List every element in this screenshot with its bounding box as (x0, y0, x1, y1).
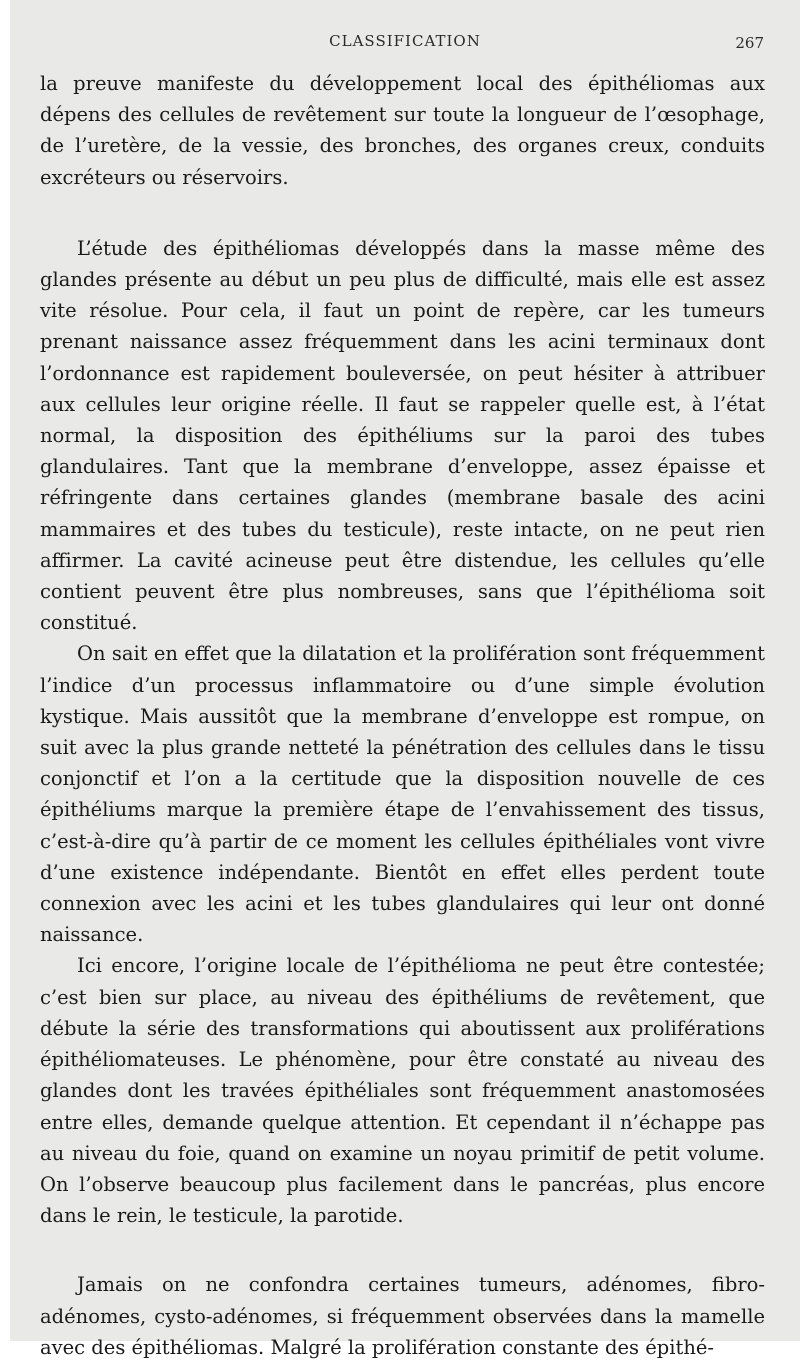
book-page (10, 0, 800, 1359)
page-number: 267 (735, 34, 764, 52)
running-title: CLASSIFICATION (329, 32, 481, 50)
paragraph: Jamais on ne confondra certaines tumeurs, adénomes, fibro-adénomes, cysto-adénomes, si fréquemment observées dans la mamelle avec des épithéliomas. Malgré la prolifération constante des épithé- (40, 1273, 765, 1359)
section-gap (40, 1231, 765, 1269)
paragraph: On sait en effet que la dilatation et la prolifération sont fréquemment l’indice d’un processus inflammatoire ou d’une simple évolution kystique. Mais aussitôt que la membrane d’enveloppe est rompue, on suit avec la plus grande netteté la pénétration des cellules dans le tissu conjonctif et l’on a la certitude que la disposition nouvelle de ces épithéliums marque la première étape de l’envahissement des tissus, c’est-à-dire qu’à partir de ce moment les cellules épithéliales vont vivre d’une existence indépendante. Bientôt en effet elles perdent toute connexion avec les acini et les tubes glandulaires qui leur ont donné naissance. (40, 642, 765, 947)
paragraph: Ici encore, l’origine locale de l’épithélioma ne peut être contestée; c’est bien sur place, au niveau des épithéliums de revêtement, que débute la série des transformations qui aboutissent aux proliférations épithéliomateuses. Le phénomène, pour être constaté au niveau des glandes dont les travées épithéliales sont fréquemment anastomosées entre elles, demande quelque attention. Et cependant il n’échappe pas au niveau du foie, quand on examine un noyau primitif de petit volume. On l’observe beaucoup plus facilement dans le pancréas, plus encore dans le rein, le testicule, la parotide. (40, 954, 765, 1228)
body-text (40, 68, 765, 1363)
paragraph: L’étude des épithéliomas développés dans la masse même des glandes présente au début un peu plus de difficulté, mais elle est assez vite résolue. Pour cela, il faut un point de repère, car les tumeurs prenant naissance assez fréquemment dans les acini terminaux dont l’ordonnance est rapidement bouleversée, on peut hésiter à attribuer aux cellules leur origine réelle. Il faut se rappeler quelle est, à l’état normal, la disposition des épithéliums sur la paroi des tubes glandulaires. Tant que la membrane d’enveloppe, assez épaisse et réfringente dans certaines glandes (membrane basale des acini mammaires et des tubes du testicule), reste intacte, on ne peut rien affirmer. La cavité acineuse peut être distendue, les cellules qu’elle contient peuvent être plus nombreuses, sans que l’épithélioma soit constitué. (40, 236, 765, 635)
page-header (10, 30, 800, 60)
paragraph-continuation: la preuve manifeste du développement local des épithéliomas aux dépens des cellules de revêtement sur toute la longueur de l’œsophage, de l’uretère, de la vessie, des bronches, des organes creux, conduits excréteurs ou réservoirs. (40, 72, 765, 189)
section-gap (40, 193, 765, 233)
